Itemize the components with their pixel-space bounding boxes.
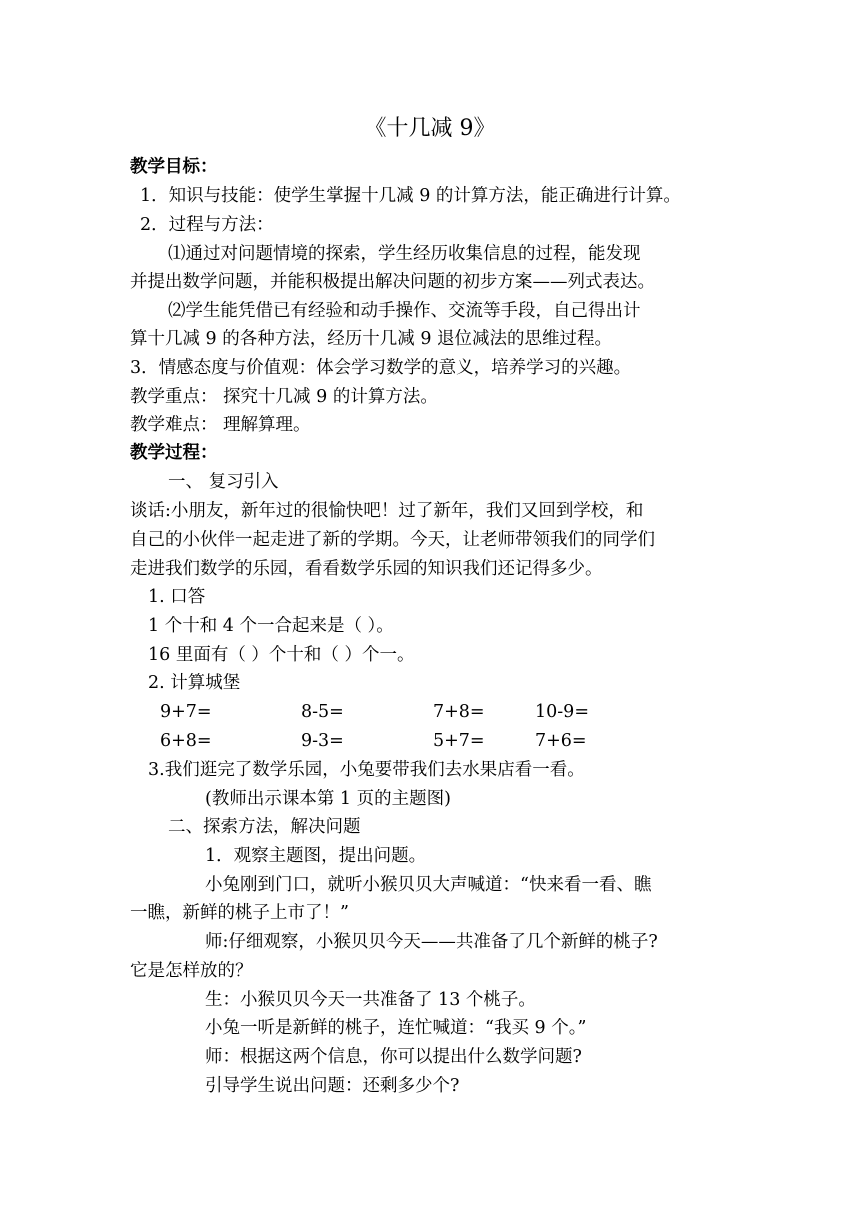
document-title: 《十几减 9》	[364, 116, 496, 141]
student-answer: 生：小猴贝贝今天一共准备了 13 个桃子。	[205, 990, 536, 1010]
guide-line: 引导学生说出问题：还剩多少个?	[205, 1076, 460, 1096]
rabbit-line-1: 小兔刚到门口，就听小猴贝贝大声喊道：“快来看一看、瞧	[205, 875, 652, 895]
oral-heading: 1. 口答	[148, 587, 206, 607]
teacher-question: 师：根据这两个信息，你可以提出什么数学问题?	[205, 1047, 582, 1067]
objective-1: 1．知识与技能：使学生掌握十几减 9 的计算方法，能正确进行计算。	[140, 186, 681, 206]
calc-item: 8-5=	[301, 702, 344, 722]
objective-2-2-line-1: ⑵学生能凭借已有经验和动手操作、交流等手段，自己得出计	[168, 301, 641, 321]
oral-question-1: 1 个十和 4 个一合起来是（ ）。	[148, 616, 394, 636]
calc-item: 10-9=	[535, 702, 589, 722]
calc-item: 7+6=	[535, 731, 587, 751]
calc-item: 9+7=	[160, 702, 212, 722]
rabbit-buy: 小兔一听是新鲜的桃子，连忙喊道：“我买 9 个。”	[205, 1018, 587, 1038]
objective-3: 3．情感态度与价值观：体会学习数学的意义，培养学习的兴趣。	[130, 358, 632, 378]
section-2-heading: 二、探索方法，解决问题	[168, 817, 361, 837]
fruit-line: 3.我们逛完了数学乐园，小兔要带我们去水果店看一看。	[148, 760, 585, 780]
talk-line-1: 谈话:小朋友，新年过的很愉快吧！过了新年，我们又回到学校，和	[130, 501, 644, 521]
difficulty: 教学难点： 理解算理。	[130, 415, 311, 435]
calc-item: 9-3=	[301, 731, 344, 751]
objective-2-1-line-1: ⑴通过对问题情境的探索，学生经历收集信息的过程，能发现	[168, 244, 641, 264]
rabbit-line-2: 一瞧，新鲜的桃子上市了！”	[130, 903, 349, 923]
key-point: 教学重点： 探究十几减 9 的计算方法。	[130, 387, 438, 407]
talk-line-2: 自己的小伙伴一起走进了新的学期。今天，让老师带领我们的同学们	[130, 530, 655, 550]
teacher-line-2: 它是怎样放的？	[130, 961, 253, 981]
objective-2: 2．过程与方法：	[140, 215, 274, 235]
calc-item: 5+7=	[433, 731, 485, 751]
talk-line-3: 走进我们数学的乐园，看看数学乐园的知识我们还记得多少。	[130, 559, 603, 579]
objective-2-2-line-2: 算十几减 9 的各种方法，经历十几减 9 退位减法的思维过程。	[130, 329, 613, 349]
objective-2-1-line-2: 并提出数学问题，并能积极提出解决问题的初步方案——列式表达。	[130, 272, 655, 292]
section-1-heading: 一、 复习引入	[168, 472, 279, 492]
castle-heading: 2. 计算城堡	[148, 673, 241, 693]
objectives-heading: 教学目标：	[130, 157, 218, 177]
fruit-note: (教师出示课本第 1 页的主题图)	[205, 789, 451, 809]
teacher-line-1: 师:仔细观察，小猴贝贝今天——共准备了几个新鲜的桃子?	[205, 932, 658, 952]
calc-item: 6+8=	[160, 731, 212, 751]
calc-item: 7+8=	[433, 702, 485, 722]
oral-question-2: 16 里面有（ ）个十和（ ）个一。	[148, 645, 415, 665]
process-heading: 教学过程：	[130, 443, 218, 463]
observe-heading: 1．观察主题图，提出问题。	[205, 846, 427, 866]
